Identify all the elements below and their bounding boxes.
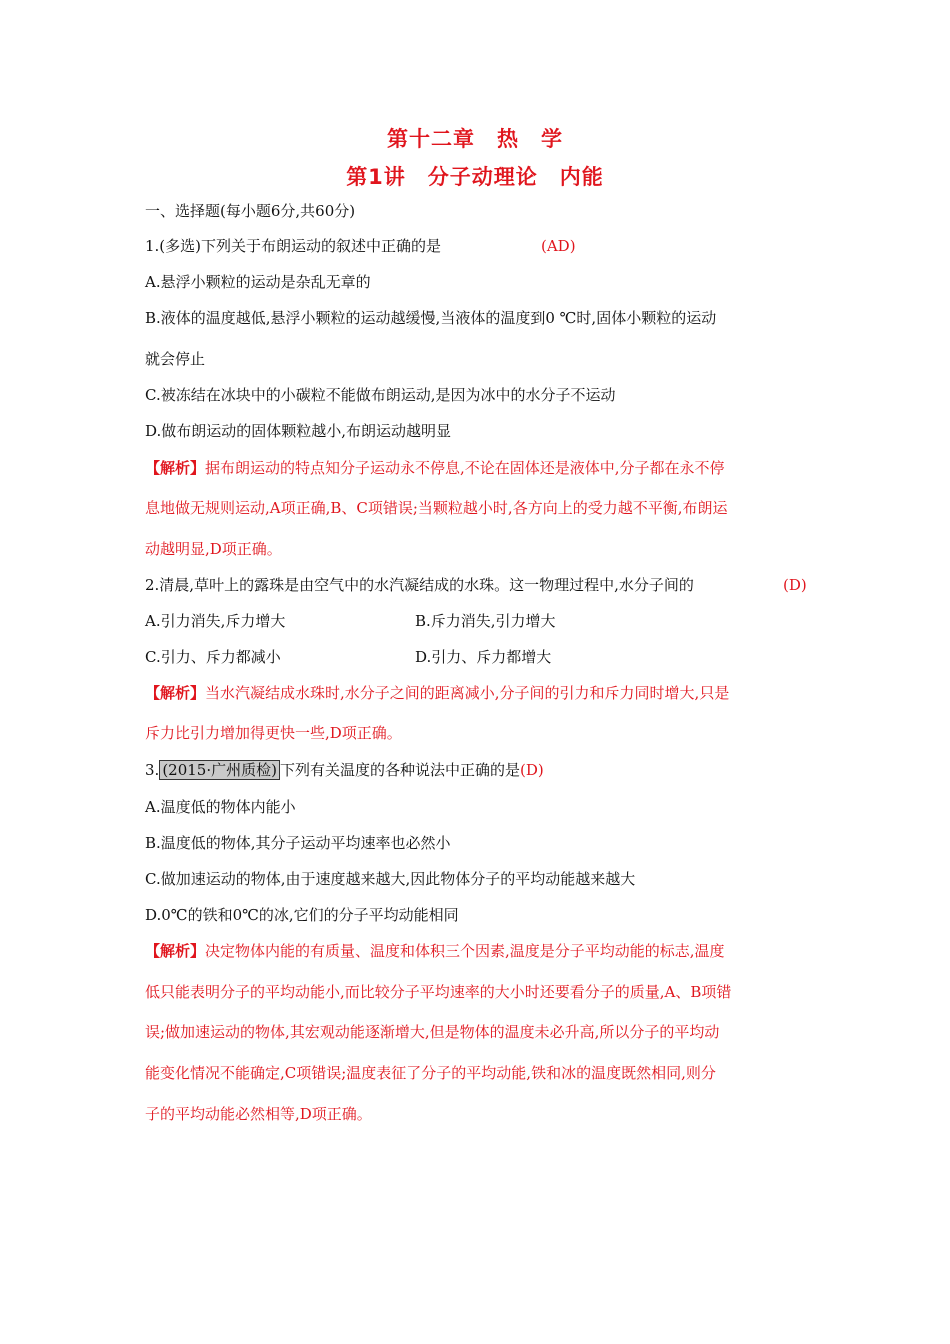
- q1-option-c: C.被冻结在冰块中的小碳粒不能做布朗运动,是因为冰中的水分子不运动: [145, 386, 616, 404]
- q1-option-d: D.做布朗运动的固体颗粒越小,布朗运动越明显: [145, 422, 452, 440]
- q1-analysis-line-2: 息地做无规则运动,A项正确,B、C项错误;当颗粒越小时,各方向上的受力越不平衡,布朗运: [145, 499, 728, 517]
- q3-analysis-label: 【解析】: [145, 942, 206, 960]
- q2-option-b: B.斥力消失,引力增大: [415, 612, 556, 630]
- q3-analysis-line-4: 能变化情况不能确定,C项错误;温度表征了分子的平均动能,铁和冰的温度既然相同,则分: [145, 1064, 716, 1082]
- q1-analysis-label: 【解析】: [145, 459, 206, 477]
- q3-stem-line: 3. (2015·广州质检) 下列有关温度的各种说法中正确的是(D): [145, 761, 544, 779]
- q3-answer: (D): [519, 761, 544, 779]
- q1-option-b: B.液体的温度越低,悬浮小颗粒的运动越缓慢,当液体的温度到0 ℃时,固体小颗粒的运动: [145, 309, 717, 327]
- q1-analysis-line-3: 动越明显,D项正确。: [145, 540, 282, 558]
- q3-option-d: D.0℃的铁和0℃的冰,它们的分子平均动能相同: [145, 906, 459, 924]
- q1-option-a: A.悬浮小颗粒的运动是杂乱无章的: [145, 273, 371, 291]
- q1-answer: (AD): [541, 237, 576, 255]
- lesson-title: 第1讲 分子动理论 内能: [346, 165, 604, 189]
- section-heading: 一、选择题(每小题6分,共60分): [145, 202, 356, 220]
- q3-option-c: C.做加速运动的物体,由于速度越来越大,因此物体分子的平均动能越来越大: [145, 870, 636, 888]
- q3-source-tag: (2015·广州质检): [159, 760, 280, 780]
- q3-option-a: A.温度低的物体内能小: [145, 798, 296, 816]
- q2-analysis-line-2: 斥力比引力增加得更快一些,D项正确。: [145, 724, 402, 742]
- q3-analysis-line-5: 子的平均动能必然相等,D项正确。: [145, 1105, 372, 1123]
- q2-option-a: A.引力消失,斥力增大: [145, 612, 286, 630]
- q3-analysis-line-2: 低只能表明分子的平均动能小,而比较分子平均速率的大小时还要看分子的质量,A、B项错: [145, 983, 732, 1001]
- chapter-title: 第十二章 热 学: [387, 127, 563, 151]
- q2-stem: 2.清晨,草叶上的露珠是由空气中的水汽凝结成的水珠。这一物理过程中,水分子间的: [145, 576, 694, 594]
- q2-analysis-label: 【解析】: [145, 684, 206, 702]
- q2-option-c: C.引力、斥力都减小: [145, 648, 281, 666]
- q2-answer: (D): [783, 576, 807, 594]
- q1-option-b-cont: 就会停止: [145, 350, 206, 368]
- q3-analysis-line-1: 【解析】决定物体内能的有质量、温度和体积三个因素,温度是分子平均动能的标志,温度: [145, 942, 725, 960]
- q2-analysis-line-1: 【解析】当水汽凝结成水珠时,水分子之间的距离减小,分子间的引力和斥力同时增大,只是: [145, 684, 730, 702]
- q3-option-b: B.温度低的物体,其分子运动平均速率也必然小: [145, 834, 451, 852]
- q3-stem: 下列有关温度的各种说法中正确的是: [279, 761, 520, 779]
- q1-analysis-line-1: 【解析】据布朗运动的特点知分子运动永不停息,不论在固体还是液体中,分子都在永不停: [145, 459, 725, 477]
- q2-option-d: D.引力、斥力都增大: [415, 648, 552, 666]
- q3-analysis-line-3: 误;做加速运动的物体,其宏观动能逐渐增大,但是物体的温度未必升高,所以分子的平均动: [145, 1023, 720, 1041]
- q1-stem: 1.(多选)下列关于布朗运动的叙述中正确的是: [145, 237, 442, 255]
